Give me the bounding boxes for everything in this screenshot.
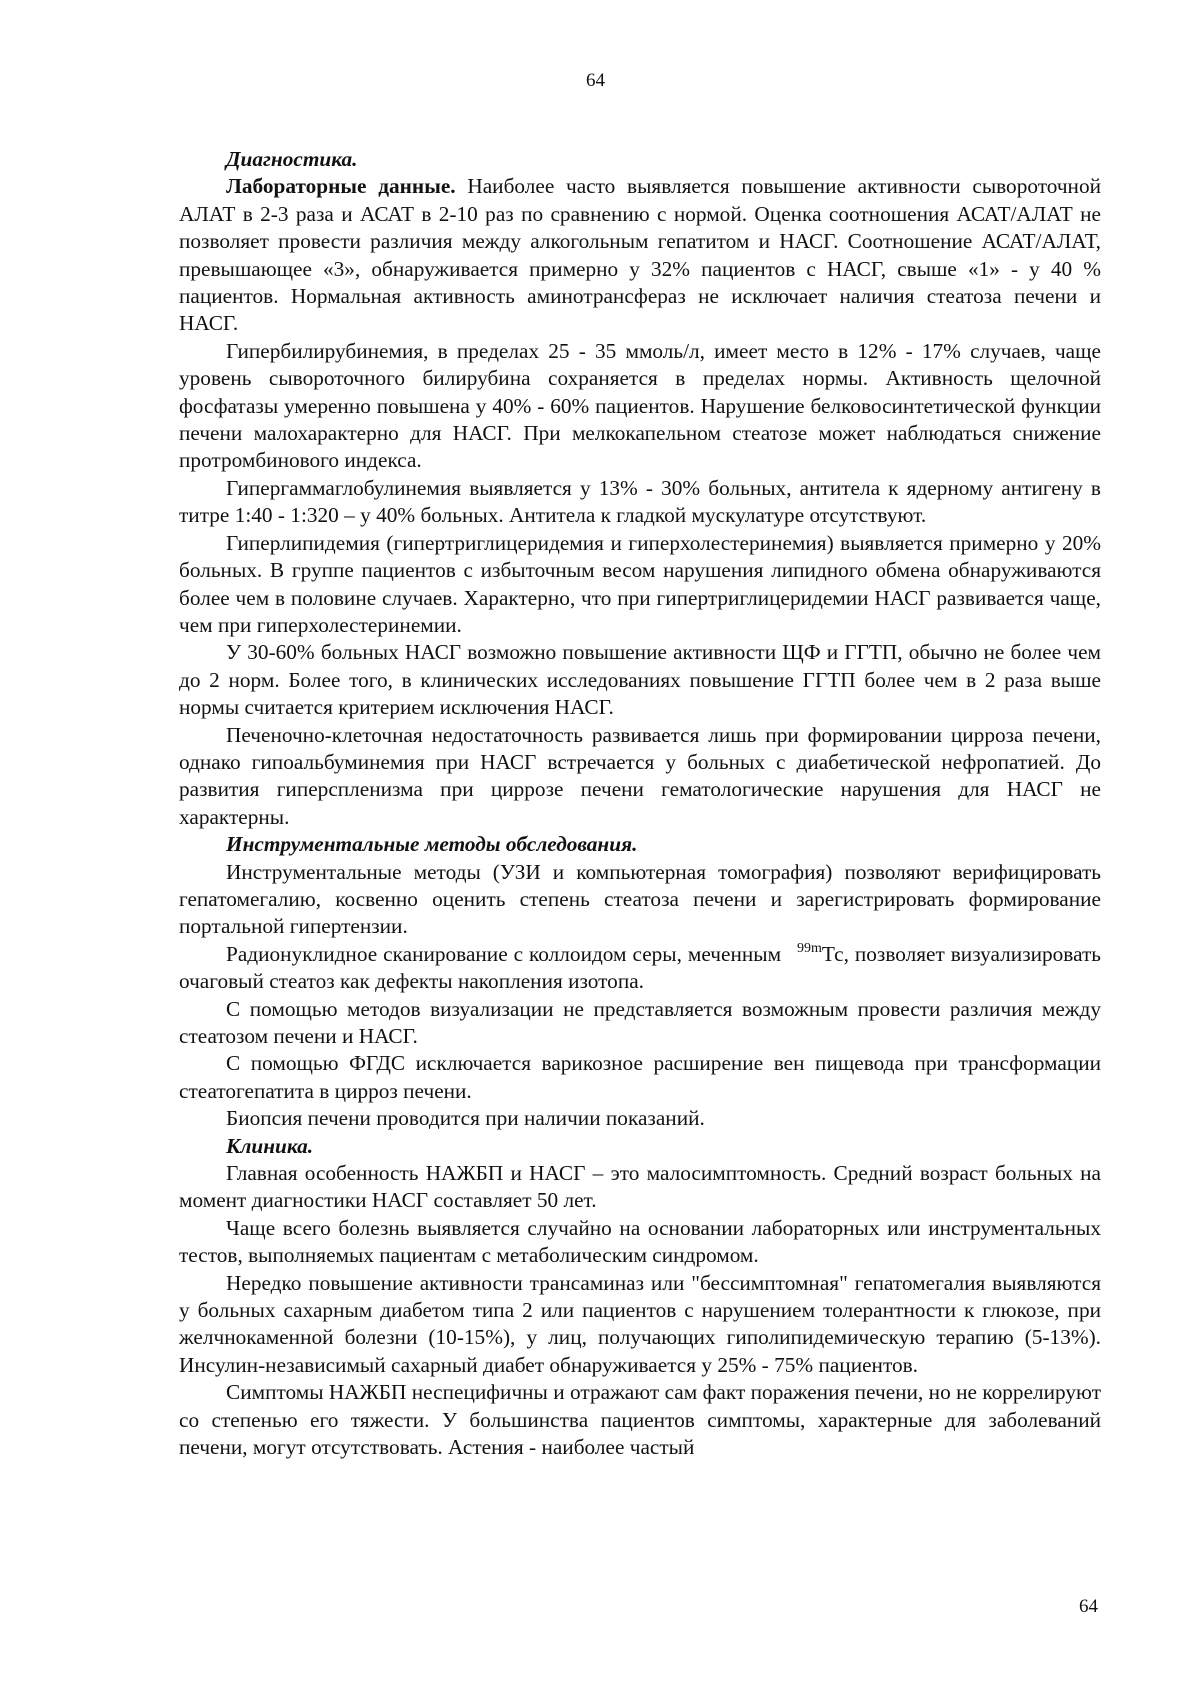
paragraph-fgds: С помощью ФГДС исключается варикозное расширение вен пищевода при трансформации стеатогепатита в цирроз печени.: [179, 1051, 1101, 1103]
section-heading-instrumental: Инструментальные методы обследования.: [226, 832, 638, 857]
document-body: [179, 146, 1101, 1462]
isotope-superscript: 99m: [797, 940, 822, 956]
paragraph-instrumental-methods: Инструментальные методы (УЗИ и компьютерная томография) позволяют верифицировать гепатомегалию, косвенно оценить степень стеатоза печени и зарегистрировать формирование портальной гипертензии.: [179, 859, 1101, 939]
paragraph-symptoms: Симптомы НАЖБП неспецифичны и отражают сам факт поражения печени, но не коррелируют со степенью его тяжести. У большинства пациентов симптомы, характерные для заболеваний печени, могут отсутствовать. Астения - наиболее частый: [179, 1380, 1101, 1460]
lab-data-text: Наиболее часто выявляется повышение активности сывороточной АЛАТ в 2-3 раза и АСАТ в 2-10 раз по сравнению с нормой. Оценка соотношения АСАТ/АЛАТ не позволяет провести различия между алкогольным гепатитом и НАСГ. Соотношение АСАТ/АЛАТ, превышающее «3», обнаруживается примерно у 32% пациентов с НАСГ, свыше «1» - у 40 % пациентов. Нормальная активность аминотрансфераз не исключает наличия стеатоза печени и НАСГ.: [179, 174, 1101, 336]
lab-data-lead: Лабораторные данные.: [226, 174, 456, 199]
paragraph-random-detection: Чаще всего болезнь выявляется случайно на основании лабораторных или инструментальных тестов, выполняемых пациентам с метаболическим синдромом.: [179, 1215, 1101, 1268]
paragraph-bilirubin: Гипербилирубинемия, в пределах 25 - 35 ммоль/л, имеет место в 12% - 17% случаев, чаще уровень сывороточного билирубина сохраняется в пределах нормы. Активность щелочной фосфатазы умеренно повышена у 40% - 60% пациентов. Нарушение белковосинтетической функции печени малохарактерно для НАСГ. При мелкокапельном стеатозе может наблюдаться снижение протромбинового индекса.: [179, 338, 1101, 473]
paragraph-main-feature: Главная особенность НАЖБП и НАСГ – это малосимптомность. Средний возраст больных на момент диагностики НАСГ составляет 50 лет.: [179, 1161, 1101, 1213]
section-heading-clinic: Клиника.: [226, 1133, 314, 1158]
paragraph-gammaglobulin: Гипергаммаглобулинемия выявляется у 13% - 30% больных, антитела к ядерному антигену в титре 1:40 - 1:320 – у 40% больных. Антитела к гладкой мускулатуре отсутствуют.: [179, 475, 1101, 528]
radionuclide-text-before: Радионуклидное сканирование с коллоидом серы, меченным: [226, 941, 788, 966]
paragraph-liver-failure: Печеночно-клеточная недостаточность развивается лишь при формировании цирроза печени, однако гипоальбуминемия при НАСГ встречается у больных с диабетической нефропатией. До развития гиперспленизма при циррозе печени гематологические нарушения для НАСГ не характерны.: [179, 722, 1101, 829]
page-number-bottom: 64: [1079, 1596, 1098, 1617]
paragraph-ggtp: У 30-60% больных НАСГ возможно повышение активности ЩФ и ГГТП, обычно не более чем до 2 норм. Более того, в клинических исследованиях повышение ГГТП более чем в 2 раза выше нормы считается критерием исключения НАСГ.: [179, 640, 1101, 720]
paragraph-transaminases: Нередко повышение активности трансаминаз или "бессимптомная" гепатомегалия выявляются у больных сахарным диабетом типа 2 или пациентов с нарушением толерантности к глюкозе, при желчнокаменной болезни (10-15%), у лиц, получающих гиполипидемическую терапию (5-13%). Инсулин-независимый сахарный диабет обнаруживается у 25% - 75% пациентов.: [179, 1270, 1101, 1377]
paragraph-lipidemia: Гиперлипидемия (гипертриглицеридемия и гиперхолестеринемия) выявляется примерно у 20% больных. В группе пациентов с избыточным весом нарушения липидного обмена обнаруживаются более чем в половине случаев. Характерно, что при гипертриглицеридемии НАСГ развивается чаще, чем при гиперхолестеринемии.: [179, 530, 1101, 637]
radionuclide-text-after: Тс, позволяет визуализировать очаговый стеатоз как дефекты накопления изотопа.: [179, 941, 1102, 994]
page-number-top: 64: [586, 70, 605, 91]
paragraph-visualization: С помощью методов визуализации не представляется возможным провести различия между стеатозом печени и НАСГ.: [179, 996, 1101, 1048]
paragraph-lab-data: [179, 173, 1101, 337]
section-heading-diagnostics: Диагностика.: [226, 147, 358, 171]
paragraph-biopsy: Биопсия печени проводится при наличии показаний.: [226, 1106, 705, 1131]
paragraph-radionuclide: [179, 941, 1101, 996]
